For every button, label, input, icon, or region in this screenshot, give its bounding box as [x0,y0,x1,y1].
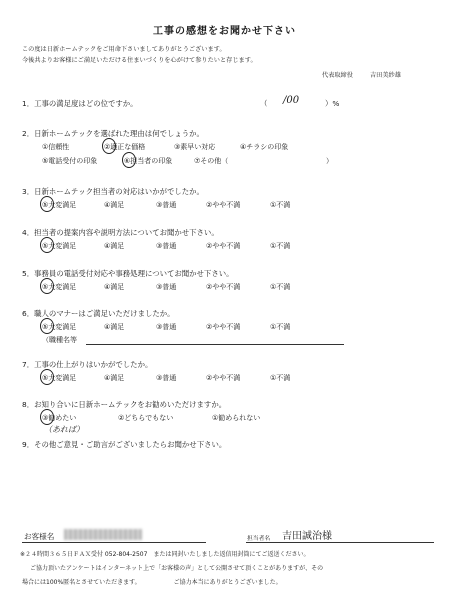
question-7: 7．工事の仕上がりはいかがでしたか。 [22,360,153,369]
page-title: 工事の感想をお聞かせ下さい [153,26,296,37]
q6-selected-circle [40,318,54,334]
q7-option-1[interactable]: ①不満 [270,374,291,382]
q4-option-5[interactable]: ⑤大変満足 [42,242,77,250]
q2-option-7[interactable]: ⑦その他（ [194,157,229,165]
intro-line-1: この度は日新ホームテックをご用命下さいましてありがとうございます。 [22,46,226,53]
q7-selected-circle [40,369,54,385]
question-3: 3．日新ホームテック担当者の対応はいかがでしたか。 [22,187,204,196]
q2-selected-circle-2 [102,138,116,154]
question-6: 6．職人のマナーはご満足いただけましたか。 [22,309,175,318]
q5-option-3[interactable]: ③普通 [156,283,177,291]
q7-option-5[interactable]: ⑤大変満足 [42,374,77,382]
q5-option-4[interactable]: ④満足 [104,283,125,291]
q8-selected-circle [40,409,54,425]
q4-selected-circle [40,237,54,253]
question-2: 2．日新ホームテックを選ばれた理由は何でしょうか。 [22,129,204,138]
q6-option-4[interactable]: ④満足 [104,323,125,331]
q6-option-2[interactable]: ②やや不満 [206,323,241,331]
customer-name-label: お客様名 [24,532,55,541]
q4-option-4[interactable]: ④満足 [104,242,125,250]
q5-option-2[interactable]: ②やや不満 [206,283,241,291]
signature-role: 代表取締役 [322,72,353,79]
question-8: 8．お知り合いに日新ホームテックをお勧めいただけますか。 [22,400,227,409]
q7-option-3[interactable]: ③普通 [156,374,177,382]
staff-name[interactable]: 吉田誠治様 [282,531,332,542]
q4-option-2[interactable]: ②やや不満 [206,242,241,250]
staff-name-line [246,542,434,543]
q5-option-5[interactable]: ⑤大変満足 [42,283,77,291]
q3-option-2[interactable]: ②やや不満 [206,201,241,209]
footer-note-1: ※２４時間３６５日ＦＡＸ受付 052-804-2507 または同封いたしました返信用封筒にてご返送ください。 [20,551,310,558]
q6-option-3[interactable]: ③普通 [156,323,177,331]
intro-line-2: 今後共よりお客様にご満足いただける住まいづくりを心がけて参りたいと存じます。 [22,57,257,64]
q6-option-5[interactable]: ⑤大変満足 [42,323,77,331]
q3-option-4[interactable]: ④満足 [104,201,125,209]
q8-option-2[interactable]: ②どちらでもない [118,414,174,422]
q4-option-3[interactable]: ③普通 [156,242,177,250]
customer-name-redacted [64,529,142,540]
q4-option-1[interactable]: ①不満 [270,242,291,250]
q1-answer[interactable]: /00 [283,95,300,106]
q2-option-1[interactable]: ①信頼性 [42,143,70,151]
q7-option-4[interactable]: ④満足 [104,374,125,382]
q2-option-6[interactable]: ⑥担当者の印象 [124,157,173,165]
question-1: 1．工事の満足度はどの位ですか。 [22,99,138,108]
q8-option-1[interactable]: ①勧められない [212,414,261,422]
q8-handwritten-note: （あれば） [44,425,84,434]
q3-selected-circle [40,196,54,212]
q1-open-paren: （ [260,99,268,108]
q8-option-3[interactable]: ③勧めたい [42,414,77,422]
question-4: 4．担当者の提案内容や説明方法についてお聞かせ下さい。 [22,228,219,237]
q5-option-1[interactable]: ①不満 [270,283,291,291]
q2-option-2[interactable]: ②適正な価格 [104,143,146,151]
q3-option-5[interactable]: ⑤大変満足 [42,201,77,209]
staff-name-label: 担当者名 [247,536,271,542]
question-5: 5．事務員の電話受付対応や事務処理についてお聞かせ下さい。 [22,269,234,278]
footer-note-2: ご協力頂いたアンケートはインターネット上で「お客様の声」として公開させて頂くことがありますが、その [30,565,324,572]
footer-note-3: 場合には100%匿名とさせていただきます。 ご協力本当にありがとうございました。 [22,579,282,586]
q2-selected-circle-6 [122,152,136,168]
q3-option-1[interactable]: ①不満 [270,201,291,209]
customer-name-line[interactable] [22,542,206,543]
q3-option-3[interactable]: ③普通 [156,201,177,209]
q2-option-7-close: ） [326,157,333,165]
signature-name: 吉田美紗雄 [370,72,401,79]
question-9: 9．その他ご意見・ご助言がございましたらお聞かせ下さい。 [22,440,227,449]
q6-option-1[interactable]: ①不満 [270,323,291,331]
q5-selected-circle [40,278,54,294]
q2-option-3[interactable]: ③素早い対応 [174,143,216,151]
q7-option-2[interactable]: ②やや不満 [206,374,241,382]
q6-trade-note: （職種名等 [42,336,77,344]
q2-option-5[interactable]: ⑤電話受付の印象 [42,157,98,165]
q2-option-4[interactable]: ④チラシの印象 [240,143,289,151]
q1-close-paren: ）% [325,99,340,108]
q6-trade-line[interactable] [86,344,344,345]
